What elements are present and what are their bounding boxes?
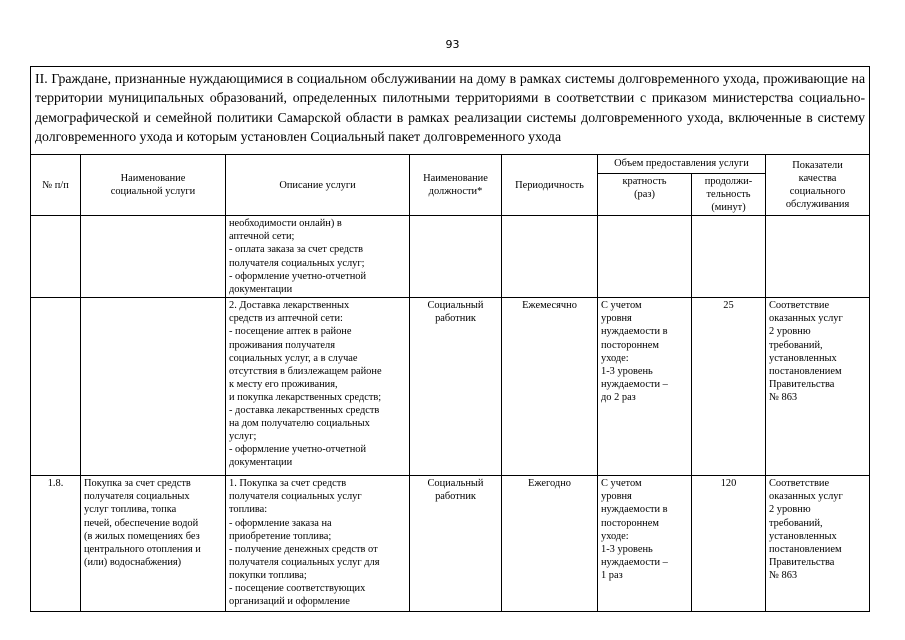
- cell-line: нуждаемости –: [601, 556, 668, 568]
- table-row: [31, 216, 870, 298]
- cell-line: 2 уровню: [769, 326, 811, 338]
- header-multiplicity: кратность (раз): [598, 174, 692, 216]
- cell-line: получателя социальных: [84, 491, 190, 503]
- cell-line: документации: [229, 457, 293, 469]
- row-duration: [692, 216, 766, 298]
- cell-line: - оформление учетно-отчетной: [229, 444, 367, 456]
- cell-line: Покупка за счет средств: [84, 478, 191, 490]
- cell-line: Соответствие: [769, 478, 830, 490]
- header-num: № п/п: [31, 155, 81, 216]
- cell-line: (в жилых помещениях без: [84, 530, 200, 542]
- cell-line: оказанных услуг: [769, 313, 843, 325]
- section-title: II. Граждане, признанные нуждающимися в социальном обслуживании на дому в рамках системы долговременного ухода, проживающие на территории муниципальных образований, определенных пилотными территориями в соответствии с приказом министерства социально-демографической и семейной политики Самарской области в рамках реализации системы долговременного ухода, включенные в систему долговременного ухода и которым установлен Социальный пакет долговременного ухода: [31, 67, 870, 155]
- row-num: [31, 298, 81, 476]
- row-position: [410, 216, 502, 298]
- cell-line: на дом получателю социальных: [229, 418, 370, 430]
- row-duration: 25: [692, 298, 766, 476]
- row-periodicity: [502, 216, 598, 298]
- cell-line: до 2 раз: [601, 391, 636, 403]
- row-multiplicity: [598, 216, 692, 298]
- cell-line: документации: [229, 283, 293, 295]
- cell-line: уходе:: [601, 352, 629, 364]
- cell-line: работник: [435, 491, 476, 503]
- cell-line: к месту его проживания,: [229, 378, 338, 390]
- row-num: 1.8.: [31, 476, 81, 612]
- cell-line: установленных: [769, 352, 837, 364]
- cell-line: - оформление заказа на: [229, 517, 332, 529]
- cell-line: приобретение топлива;: [229, 530, 332, 542]
- row-position: [410, 476, 502, 612]
- cell-line: средств из аптечной сети:: [229, 313, 343, 325]
- cell-line: 2 уровню: [769, 504, 811, 516]
- table-row: [31, 476, 870, 612]
- cell-line: 1. Покупка за счет средств: [229, 478, 347, 490]
- cell-line: постановлением: [769, 543, 842, 555]
- cell-line: постороннем: [601, 517, 659, 529]
- cell-line: получателя социальных услуг для: [229, 556, 380, 568]
- cell-line: и покупка лекарственных средств;: [229, 391, 382, 403]
- cell-line: покупки топлива;: [229, 569, 307, 581]
- cell-line: нуждаемости в: [601, 326, 668, 338]
- row-service-name: [81, 216, 226, 298]
- cell-line: С учетом: [601, 300, 642, 312]
- cell-line: уровня: [601, 491, 632, 503]
- cell-line: Социальный: [427, 300, 484, 312]
- cell-line: требований,: [769, 517, 823, 529]
- row-duration: 120: [692, 476, 766, 612]
- row-multiplicity: [598, 476, 692, 612]
- cell-line: уровня: [601, 313, 632, 325]
- cell-line: услуг топлива, топка: [84, 504, 177, 516]
- table-row: [31, 298, 870, 476]
- cell-line: проживания получателя: [229, 339, 335, 351]
- cell-line: - оформление учетно-отчетной: [229, 270, 367, 282]
- row-service-name: [81, 476, 226, 612]
- cell-line: уходе:: [601, 530, 629, 542]
- cell-line: печей, обеспечение водой: [84, 517, 199, 529]
- cell-line: центрального отопления и: [84, 543, 201, 555]
- row-description: [226, 476, 410, 612]
- cell-line: № 863: [769, 569, 798, 581]
- row-periodicity: Ежемесячно: [502, 298, 598, 476]
- header-description: Описание услуги: [226, 155, 410, 216]
- cell-line: нуждаемости –: [601, 378, 668, 390]
- row-position: [410, 298, 502, 476]
- cell-line: - оплата заказа за счет средств: [229, 244, 364, 256]
- row-service-name: [81, 298, 226, 476]
- cell-line: установленных: [769, 530, 837, 542]
- cell-line: получателя социальных услуг: [229, 491, 362, 503]
- cell-line: (или) водоснабжения): [84, 556, 182, 568]
- cell-line: постановлением: [769, 365, 842, 377]
- header-volume: Объем предоставления услуги: [598, 155, 766, 174]
- cell-line: 1-3 уровень: [601, 543, 653, 555]
- row-quality: [766, 216, 870, 298]
- cell-line: необходимости онлайн) в: [229, 218, 342, 230]
- services-table: [30, 66, 870, 612]
- cell-line: оказанных услуг: [769, 491, 843, 503]
- row-num: [31, 216, 81, 298]
- header-duration: продолжи- тельность (минут): [692, 174, 766, 216]
- cell-line: - доставка лекарственных средств: [229, 405, 380, 417]
- header-position: Наименование должности*: [410, 155, 502, 216]
- row-quality: [766, 476, 870, 612]
- cell-line: Правительства: [769, 378, 835, 390]
- cell-line: организаций и оформление: [229, 596, 350, 608]
- cell-line: работник: [435, 313, 476, 325]
- cell-line: Социальный: [427, 478, 484, 490]
- cell-line: социальных услуг, а в случае: [229, 352, 358, 364]
- page-number: 93: [445, 38, 460, 51]
- cell-line: постороннем: [601, 339, 659, 351]
- header-periodicity: Периодичность: [502, 155, 598, 216]
- cell-line: 2. Доставка лекарственных: [229, 300, 350, 312]
- cell-line: - получение денежных средств от: [229, 543, 378, 555]
- header-quality: Показатели качества социального обслуживания: [766, 155, 870, 216]
- cell-line: Правительства: [769, 556, 835, 568]
- cell-line: С учетом: [601, 478, 642, 490]
- cell-line: аптечной сети;: [229, 231, 295, 243]
- cell-line: услуг;: [229, 431, 257, 443]
- cell-line: Соответствие: [769, 300, 830, 312]
- cell-line: топлива:: [229, 504, 268, 516]
- row-description: [226, 298, 410, 476]
- row-quality: [766, 298, 870, 476]
- row-description: [226, 216, 410, 298]
- cell-line: 1 раз: [601, 569, 623, 581]
- row-periodicity: Ежегодно: [502, 476, 598, 612]
- row-multiplicity: [598, 298, 692, 476]
- cell-line: нуждаемости в: [601, 504, 668, 516]
- header-service-name: Наименование социальной услуги: [81, 155, 226, 216]
- cell-line: получателя социальных услуг;: [229, 257, 365, 269]
- cell-line: 1-3 уровень: [601, 365, 653, 377]
- cell-line: № 863: [769, 391, 798, 403]
- cell-line: отсутствия в близлежащем районе: [229, 365, 382, 377]
- cell-line: - посещение соответствующих: [229, 583, 366, 595]
- cell-line: - посещение аптек в районе: [229, 326, 352, 338]
- cell-line: требований,: [769, 339, 823, 351]
